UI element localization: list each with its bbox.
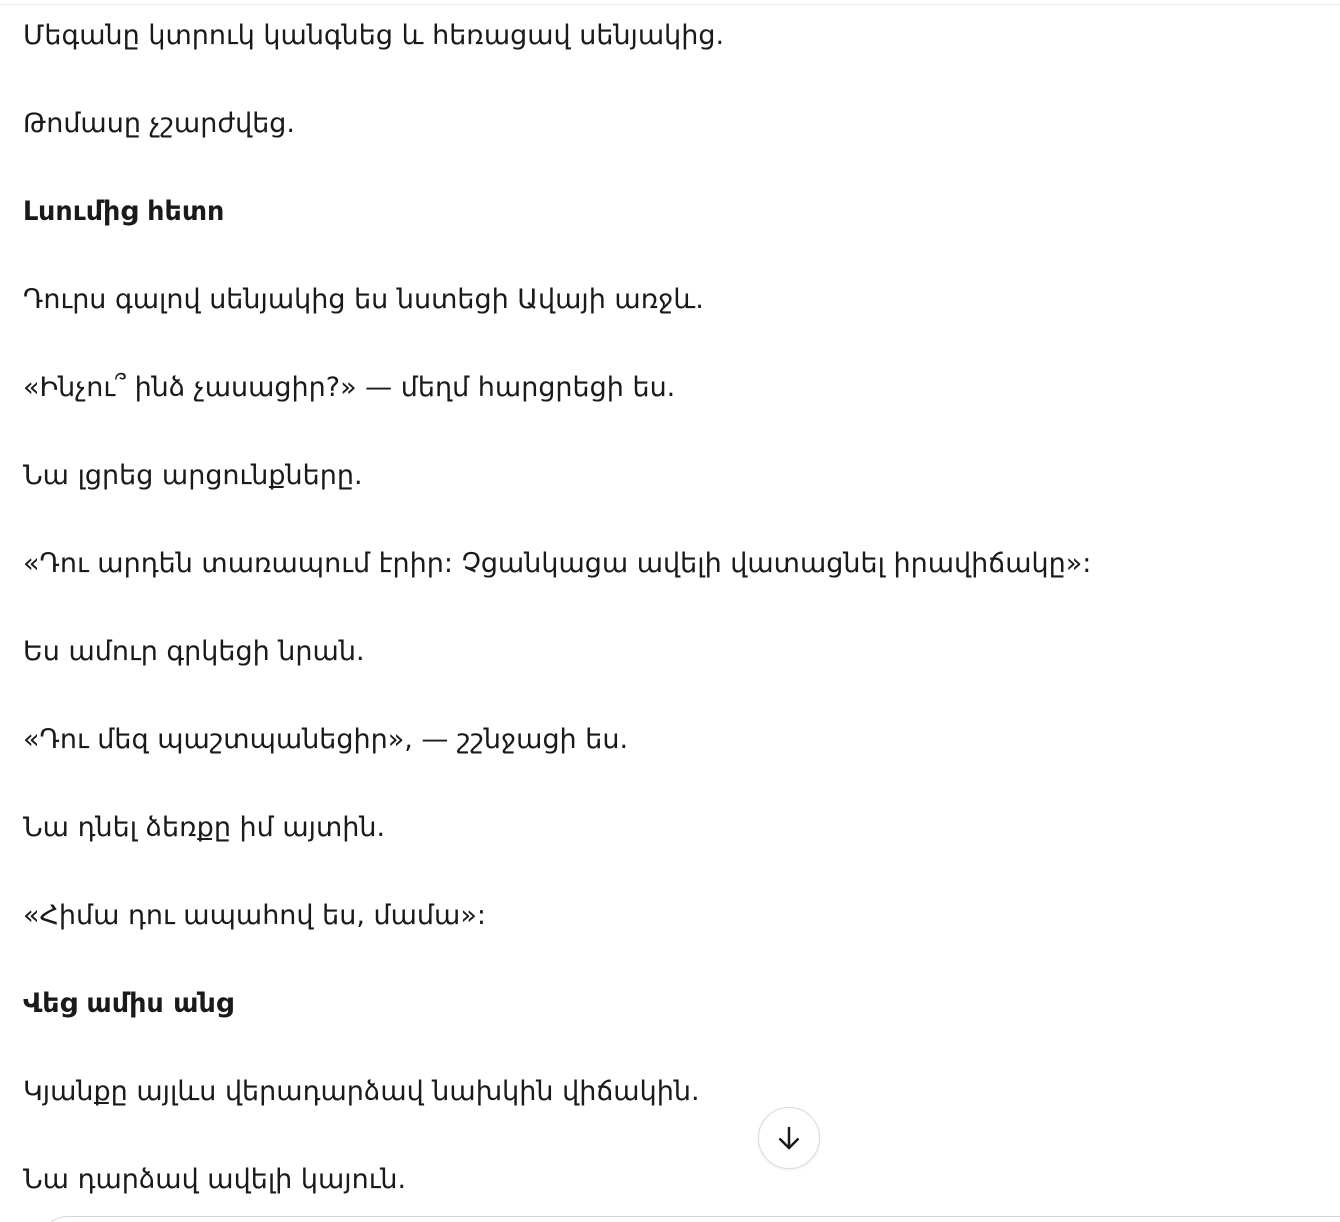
paragraph: «Ինչու՞ ինձ չասացիր?» — մեղմ հարցրեցի ես. bbox=[23, 372, 676, 403]
paragraph: Նա լցրեց արցունքները. bbox=[23, 460, 363, 491]
paragraph: Թոմասը չշարժվեց. bbox=[23, 108, 295, 139]
paragraph: «Հիմա դու ապահով ես, մամա»: bbox=[23, 900, 486, 931]
section-heading: Լսումից հետո bbox=[23, 196, 225, 227]
paragraph: Մեգանը կտրուկ կանգնեց և հեռացավ սենյակից. bbox=[23, 20, 725, 51]
section-heading: Վեց ամիս անց bbox=[23, 988, 234, 1019]
paragraph: Նա դնել ձեռքը իմ այտին. bbox=[23, 812, 386, 843]
paragraph: «Դու արդեն տառապում էրիր: Չցանկացա ավելի վատացնել իրավիճակը»: bbox=[23, 548, 1092, 579]
paragraph: Նա դարձավ ավելի կայուն. bbox=[23, 1164, 407, 1195]
paragraph: Կյանքը այլևս վերադարձավ նախկին վիճակին. bbox=[23, 1076, 700, 1107]
scroll-to-bottom-button[interactable] bbox=[758, 1107, 820, 1169]
top-divider bbox=[0, 4, 1340, 5]
message-composer[interactable] bbox=[40, 1216, 1340, 1222]
arrow-down-icon bbox=[774, 1123, 804, 1153]
paragraph: «Դու մեզ պաշտպանեցիր», — շշնջացի ես. bbox=[23, 724, 629, 755]
paragraph: Ես ամուր գրկեցի նրան. bbox=[23, 636, 365, 667]
paragraph: Դուրս գալով սենյակից ես նստեցի Ավայի առջև. bbox=[23, 284, 704, 315]
